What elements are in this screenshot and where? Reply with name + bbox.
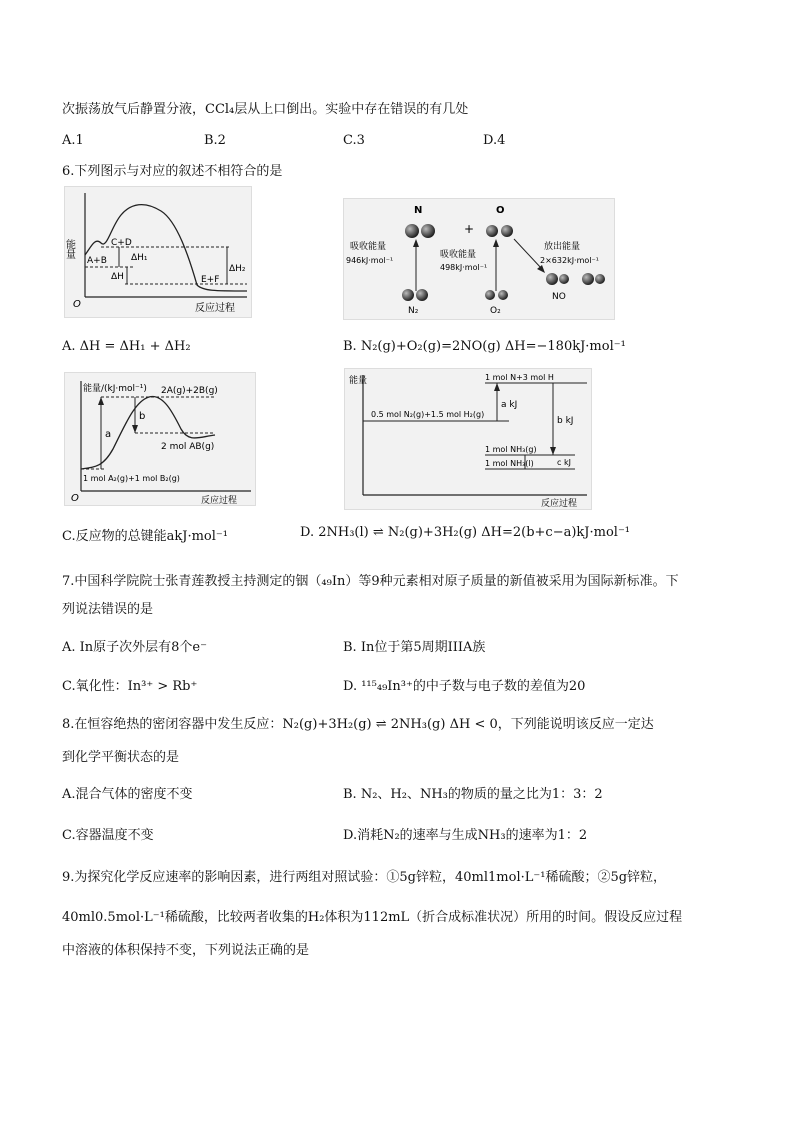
fig-d-top-label: 1 mol N+3 mol H — [485, 373, 554, 382]
fig-c-ylabel: 能量/(kJ·mol⁻¹) — [83, 384, 147, 394]
fig-d-ylabel: 能量 — [349, 376, 368, 386]
fig-d-b-label: b kJ — [557, 416, 574, 426]
fig-b-absorb2: 吸收能量 — [440, 250, 477, 260]
fig-d-a-label: a kJ — [501, 400, 518, 410]
figure-d — [344, 368, 592, 510]
q7-option-c: C.氧化性：In³⁺ > Rb⁺ — [62, 679, 198, 694]
fig-a-ylabel: 能量 — [63, 239, 75, 259]
figure-b — [343, 198, 615, 320]
fig-b-plus: + — [464, 222, 475, 236]
fig-b-e2: 498kJ·mol⁻¹ — [440, 263, 488, 272]
q8-stem-line2: 到化学平衡状态的是 — [62, 750, 180, 765]
q7-stem-line1: 7.中国科学院院士张青莲教授主持测定的铟（₄₉In）等9种元素相对原子质量的新值被采用为国际新标准。下 — [62, 574, 679, 589]
q9-stem-line3: 中溶液的体积保持不变，下列说法正确的是 — [62, 943, 310, 958]
q7-option-a: A. In原子次外层有8个e⁻ — [62, 640, 207, 655]
fig-a-origin: O — [73, 299, 81, 310]
q6-option-d: D. 2NH₃(l) ⇌ N₂(g)+3H₂(g) ΔH=2(b+c−a)kJ·mol⁻¹ — [300, 525, 631, 540]
q5-option-a: A.1 — [62, 133, 84, 148]
fig-a-ab-label: A+B — [87, 256, 107, 266]
q9-stem-line1: 9.为探究化学反应速率的影响因素，进行两组对照试验：①5g锌粒，40ml1mol·L⁻¹稀硫酸；②5g锌粒， — [62, 870, 667, 885]
q8-option-a: A.混合气体的密度不变 — [62, 787, 193, 802]
figure-a — [64, 186, 252, 318]
fig-b-o-atom-label: O — [496, 205, 505, 216]
q6-option-a: A. ΔH = ΔH₁ + ΔH₂ — [62, 339, 191, 354]
fig-a-cd-label: C+D — [111, 238, 132, 248]
fig-b-e3: 2×632kJ·mol⁻¹ — [540, 256, 599, 265]
fig-c-b-label: b — [139, 411, 146, 422]
q7-stem-line2: 列说法错误的是 — [62, 602, 154, 617]
fig-d-c-label: c kJ — [557, 458, 571, 467]
q8-option-c: C.容器温度不变 — [62, 828, 154, 843]
fig-d-l-label: 1 mol NH₃(l) — [485, 459, 534, 468]
fig-a-h2-label: ΔH₂ — [229, 264, 246, 274]
fig-a-h-label: ΔH — [111, 272, 124, 282]
fig-b-n-atom-label: N — [414, 205, 423, 216]
fig-d-left-label: 0.5 mol N₂(g)+1.5 mol H₂(g) — [371, 410, 485, 419]
fig-b-absorb1: 吸收能量 — [350, 242, 387, 252]
q7-option-b: B. In位于第5周期IIIA族 — [343, 640, 486, 655]
q5-option-c: C.3 — [343, 133, 365, 148]
fig-a-h1-label: ΔH₁ — [131, 253, 148, 263]
fig-b-e1: 946kJ·mol⁻¹ — [346, 256, 394, 265]
fig-a-ef-label: E+F — [201, 275, 220, 285]
q8-option-b: B. N₂、H₂、NH₃的物质的量之比为1：3：2 — [343, 787, 603, 802]
fig-c-bottom-label: 1 mol A₂(g)+1 mol B₂(g) — [83, 474, 180, 483]
fig-b-o2-label: O₂ — [490, 306, 501, 316]
fig-c-a-label: a — [105, 429, 112, 440]
q7-option-d: D. ¹¹⁵₄₉In³⁺的中子数与电子数的差值为20 — [343, 679, 586, 694]
fig-c-top-label: 2A(g)+2B(g) — [161, 386, 218, 396]
q6-stem: 6.下列图示与对应的叙述不相符合的是 — [62, 164, 283, 179]
fig-c-mid-label: 2 mol AB(g) — [161, 442, 215, 452]
fig-b-no-label: NO — [552, 292, 566, 302]
fig-b-n2-label: N₂ — [408, 306, 419, 316]
q5-option-b: B.2 — [204, 133, 226, 148]
q8-option-d: D.消耗N₂的速率与生成NH₃的速率为1：2 — [343, 828, 588, 843]
q5-option-d: D.4 — [483, 133, 506, 148]
fig-b-release: 放出能量 — [544, 242, 581, 252]
fig-d-xlabel: 反应过程 — [541, 499, 578, 509]
fig-c-origin: O — [71, 493, 79, 504]
q8-stem-line1: 8.在恒容绝热的密闭容器中发生反应：N₂(g)+3H₂(g) ⇌ 2NH₃(g) ΔH < 0，下列能说明该反应一定达 — [62, 717, 654, 732]
fig-d-g-label: 1 mol NH₃(g) — [485, 445, 537, 454]
figure-c — [64, 372, 256, 506]
q6-option-c: C.反应物的总键能akJ·mol⁻¹ — [62, 529, 228, 544]
q6-option-b: B. N₂(g)+O₂(g)=2NO(g) ΔH=−180kJ·mol⁻¹ — [343, 339, 626, 354]
fig-a-xlabel: 反应过程 — [195, 303, 235, 314]
intro-line: 次振荡放气后静置分液，CCl₄层从上口倒出。实验中存在错误的有几处 — [62, 102, 469, 117]
fig-c-xlabel: 反应过程 — [201, 496, 238, 506]
q9-stem-line2: 40ml0.5mol·L⁻¹稀硫酸，比较两者收集的H₂体积为112mL（折合成标准状况）所用的时间。假设反应过程 — [62, 910, 683, 925]
